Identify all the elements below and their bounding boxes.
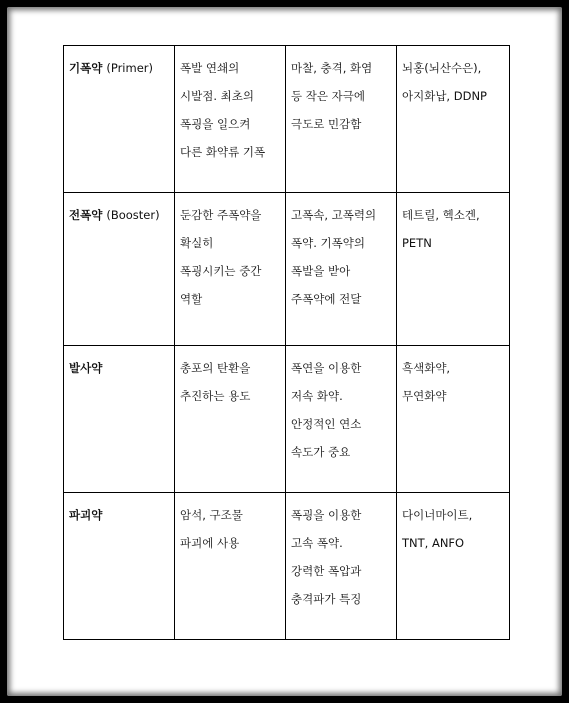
feature-cell	[286, 46, 397, 193]
explosives-table	[63, 45, 510, 640]
use-cell	[175, 346, 286, 493]
examples-line: 뇌홍(뇌산수은),	[402, 61, 482, 75]
examples-line: 아지화납, DDNP	[402, 89, 487, 103]
use-line: 추진하는 용도	[180, 389, 251, 403]
use-cell	[175, 46, 286, 193]
feature-line: 주폭약에 전달	[291, 292, 362, 306]
use-line: 파괴에 사용	[180, 536, 240, 550]
feature-line: 폭발을 받아	[291, 264, 351, 278]
use-line: 역할	[180, 292, 203, 306]
explosive-name: 파괴약	[69, 508, 103, 522]
explosive-name: 발사약	[69, 361, 103, 375]
feature-line: 폭약. 기폭약의	[291, 236, 365, 250]
explosive-name: 전폭약	[69, 208, 103, 222]
use-line: 암석, 구조물	[180, 508, 243, 522]
explosive-name-cell	[64, 46, 175, 193]
feature-line: 폭굉을 이용한	[291, 508, 362, 522]
use-line: 폭굉시키는 중간	[180, 264, 262, 278]
document-page	[7, 7, 562, 696]
feature-line: 마찰, 충격, 화염	[291, 61, 373, 75]
examples-line: 흑색화약,	[402, 361, 451, 375]
examples-line: 테트릴, 헥소겐,	[402, 208, 480, 222]
use-line: 폭굉을 일으켜	[180, 117, 251, 131]
explosive-name-cell	[64, 346, 175, 493]
use-cell	[175, 193, 286, 346]
feature-line: 강력한 폭압과	[291, 564, 362, 578]
explosive-name-latin: (Booster)	[106, 208, 160, 222]
table-row	[64, 493, 510, 640]
feature-line: 고속 폭약.	[291, 536, 343, 550]
examples-cell	[397, 193, 510, 346]
examples-cell	[397, 346, 510, 493]
explosive-name-cell	[64, 193, 175, 346]
use-line: 다른 화약류 기폭	[180, 145, 266, 159]
feature-line: 등 작은 자극에	[291, 89, 365, 103]
examples-line: TNT, ANFO	[402, 536, 465, 550]
use-cell	[175, 493, 286, 640]
examples-line: 다이너마이트,	[402, 508, 473, 522]
feature-line: 저속 화약.	[291, 389, 343, 403]
table-row	[64, 346, 510, 493]
feature-cell	[286, 493, 397, 640]
feature-line: 속도가 중요	[291, 445, 351, 459]
examples-cell	[397, 493, 510, 640]
feature-line: 극도로 민감함	[291, 117, 362, 131]
use-line: 총포의 탄환을	[180, 361, 251, 375]
use-line: 확실히	[180, 236, 214, 250]
explosive-name: 기폭약	[69, 61, 103, 75]
explosive-name-latin: (Primer)	[106, 61, 153, 75]
examples-line: 무연화약	[402, 389, 447, 403]
table-row	[64, 46, 510, 193]
examples-cell	[397, 46, 510, 193]
feature-line: 안정적인 연소	[291, 417, 362, 431]
feature-cell	[286, 346, 397, 493]
feature-cell	[286, 193, 397, 346]
use-line: 시발점. 최초의	[180, 89, 254, 103]
feature-line: 고폭속, 고폭력의	[291, 208, 377, 222]
explosive-name-cell	[64, 493, 175, 640]
examples-line: PETN	[402, 236, 432, 250]
use-line: 둔감한 주폭약을	[180, 208, 262, 222]
feature-line: 충격파가 특징	[291, 592, 362, 606]
feature-line: 폭연을 이용한	[291, 361, 362, 375]
table-row	[64, 193, 510, 346]
use-line: 폭발 연쇄의	[180, 61, 240, 75]
